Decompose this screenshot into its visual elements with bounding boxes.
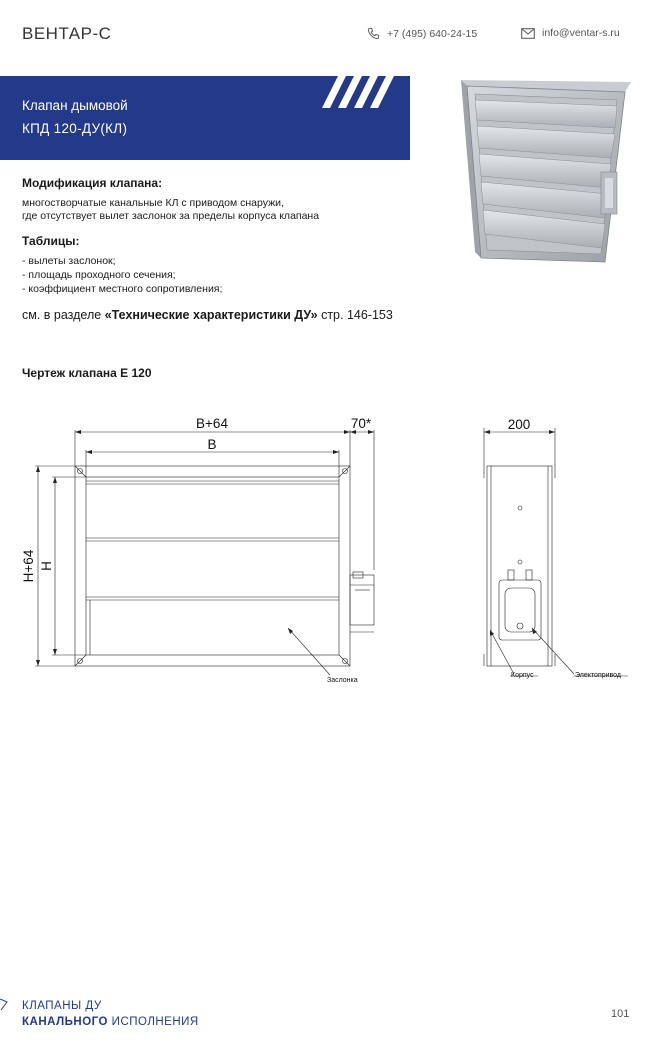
phone-number: +7 (495) 640-24-15 [387, 27, 478, 40]
list-item: - площадь проходного сечения; [22, 269, 176, 281]
banner-title-line1: Клапан дымовой [22, 98, 128, 113]
label-zaslonka: Заслонка [327, 677, 358, 684]
email-address: info@ventar-s.ru [542, 27, 620, 39]
see-also-prefix: см. в разделе [22, 308, 105, 322]
modification-text [22, 197, 402, 222]
footer-section-line1: КЛАПАНЫ ДУ [22, 1000, 102, 1012]
dim-b: B [207, 437, 217, 452]
footer-corner-icon [0, 998, 8, 1012]
modification-line1: многостворчатые канальные КЛ с приводом снаружи, [22, 197, 284, 209]
list-item: - вылеты заслонок; [22, 255, 116, 267]
modification-heading: Модификация клапана: [22, 176, 163, 190]
label-korpus: Корпус [511, 672, 534, 679]
dim-h: H [39, 561, 54, 571]
banner-title-line2: КПД 120-ДУ(КЛ) [22, 121, 128, 136]
email-contact[interactable] [521, 27, 620, 39]
dim-b64: B+64 [196, 416, 228, 431]
see-also-suffix: стр. 146-153 [317, 308, 393, 322]
page-number: 101 [611, 1008, 630, 1020]
dim-h64: H+64 [21, 549, 36, 583]
footer-section-rest: ИСПОЛНЕНИЯ [107, 1016, 199, 1028]
phone-contact[interactable] [367, 27, 477, 40]
phone-icon [367, 27, 380, 40]
stripes-decoration [318, 76, 410, 160]
list-item: - коэффициент местного сопротивления; [22, 283, 223, 295]
drawing-heading: Чертеж клапана Е 120 [22, 366, 152, 380]
mail-icon [521, 28, 535, 39]
dim-70: 70* [350, 416, 372, 431]
label-privod: Электопривод [575, 672, 621, 679]
title-banner [0, 76, 410, 160]
footer-section-bold: КАНАЛЬНОГО [22, 1016, 108, 1028]
dim-200: 200 [507, 417, 531, 432]
tables-list [22, 254, 222, 296]
modification-line2: где отсутствует вылет заслонок за пределы корпуса клапана [22, 209, 320, 222]
valve-drawing [0, 400, 660, 700]
valve-photo [455, 76, 635, 266]
see-also [22, 308, 393, 322]
tables-heading: Таблицы: [22, 234, 80, 248]
brand-name: ВЕНТАР-С [22, 24, 112, 43]
footer-section-line2 [22, 1016, 199, 1028]
see-also-link[interactable]: «Технические характеристики ДУ» [104, 308, 318, 322]
